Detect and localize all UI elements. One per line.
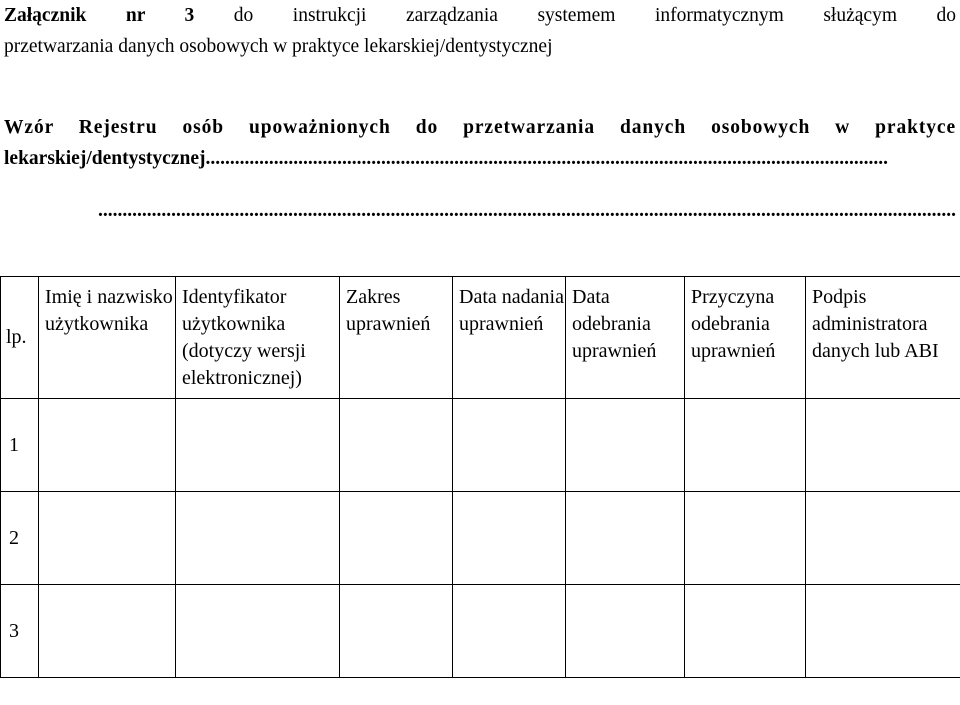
- cell-grant-date[interactable]: [453, 399, 566, 492]
- header-name-text: Imię i nazwisko użytkownika: [45, 286, 173, 335]
- cell-scope[interactable]: [340, 492, 453, 585]
- attachment-label: Załącznik nr 3: [4, 5, 195, 26]
- cell-signature[interactable]: [806, 585, 960, 678]
- header-revoke-reason: [685, 277, 806, 399]
- table-row: [1, 492, 960, 585]
- cell-name[interactable]: [39, 492, 176, 585]
- cell-scope[interactable]: [340, 399, 453, 492]
- header-scope: [340, 277, 453, 399]
- header-revoke-date: [566, 277, 685, 399]
- row-number: 2: [1, 492, 39, 585]
- table-row: [1, 585, 960, 678]
- header-user-id: [176, 277, 340, 399]
- header-user-id-text: Identyfikator użytkownika (dotyczy wersji elektronicznej): [182, 286, 306, 389]
- cell-revoke-date[interactable]: [566, 492, 685, 585]
- intro-line-1: [4, 0, 956, 31]
- cell-name[interactable]: [39, 399, 176, 492]
- cell-user-id[interactable]: [176, 492, 340, 585]
- header-scope-text: Zakres uprawnień: [346, 286, 431, 335]
- header-signature-text: Podpis administratora danych lub ABI: [812, 286, 939, 362]
- row-number: 3: [1, 585, 39, 678]
- row-number: 1: [1, 399, 39, 492]
- header-grant-date: [453, 277, 566, 399]
- cell-revoke-date[interactable]: [566, 585, 685, 678]
- cell-revoke-reason[interactable]: [685, 585, 806, 678]
- cell-signature[interactable]: [806, 492, 960, 585]
- cell-user-id[interactable]: [176, 585, 340, 678]
- cell-name[interactable]: [39, 585, 176, 678]
- cell-revoke-reason[interactable]: [685, 399, 806, 492]
- cell-signature[interactable]: [806, 399, 960, 492]
- cell-user-id[interactable]: [176, 399, 340, 492]
- header-grant-date-text: Data nadania uprawnień: [459, 286, 564, 335]
- header-name: [39, 277, 176, 399]
- intro-paragraph: [4, 0, 956, 62]
- cell-revoke-date[interactable]: [566, 399, 685, 492]
- header-revoke-date-text: Data odebrania uprawnień: [572, 286, 657, 362]
- cell-scope[interactable]: [340, 585, 453, 678]
- register-title-line-2: lekarskiej/dentystycznej............................................................................................................................................: [4, 148, 888, 169]
- register-title-line-1: Wzór Rejestru osób upoważnionych do przetwarzania danych osobowych w praktyce: [4, 117, 956, 138]
- header-lp: [1, 277, 39, 399]
- intro-line-1-text: do instrukcji zarządzania systemem informatycznym służącym do: [233, 5, 956, 26]
- cell-grant-date[interactable]: [453, 492, 566, 585]
- table-row: [1, 399, 960, 492]
- fill-in-dots-line: ................................................................................................................................................................................: [98, 200, 956, 221]
- header-signature: [806, 277, 960, 399]
- cell-revoke-reason[interactable]: [685, 492, 806, 585]
- cell-grant-date[interactable]: [453, 585, 566, 678]
- table-header-row: [1, 277, 960, 399]
- register-table: [0, 276, 960, 678]
- header-revoke-reason-text: Przyczyna odebrania uprawnień: [691, 286, 776, 362]
- intro-line-2: przetwarzania danych osobowych w praktyce lekarskiej/dentystycznej: [4, 36, 553, 57]
- header-lp-text: lp.: [6, 326, 27, 348]
- register-title: [4, 112, 956, 174]
